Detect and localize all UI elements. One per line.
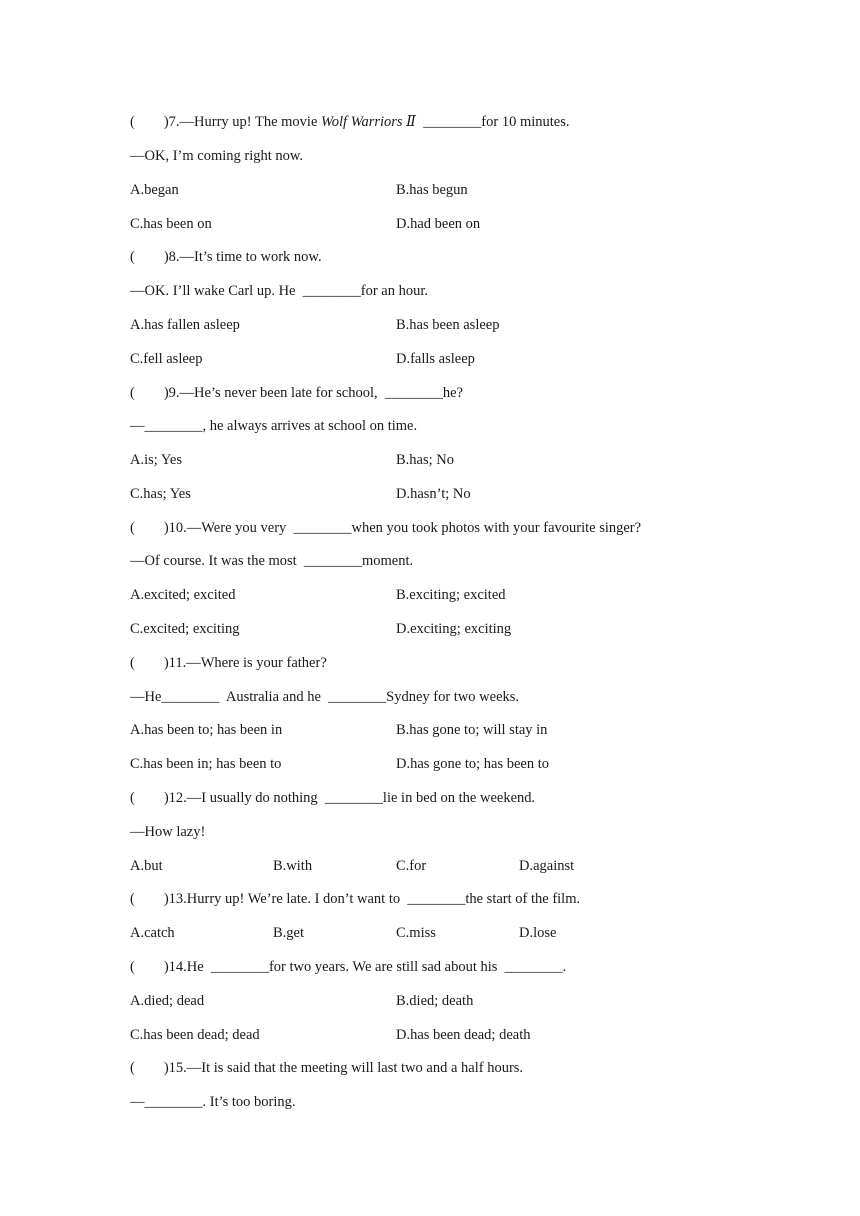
option-c: C.for — [396, 858, 427, 874]
question-11-options-row-1 — [130, 721, 750, 739]
question-7-stem: ( )7.—Hurry up! The movie Wolf Warriors Ⅱ ________for 10 minutes. — [130, 114, 570, 130]
option-a: A.has fallen asleep — [130, 317, 240, 333]
movie-title: Wolf Warriors Ⅱ — [321, 114, 417, 130]
question-8-options-row-2 — [130, 350, 750, 368]
question-12-options — [130, 857, 750, 875]
option-c: C.excited; exciting — [130, 621, 240, 637]
option-c: C.has been on — [130, 216, 212, 232]
question-7-options-row-2 — [130, 215, 750, 233]
question-9-options-row-1 — [130, 451, 750, 469]
option-d: D.has gone to; has been to — [396, 756, 550, 772]
option-c: C.has been dead; dead — [130, 1027, 260, 1043]
question-12-reply: —How lazy! — [130, 824, 206, 840]
question-9-reply: —________, he always arrives at school on time. — [130, 418, 418, 434]
question-9-stem: ( )9.—He’s never been late for school, ________he? — [130, 385, 463, 401]
question-8-stem: ( )8.—It’s time to work now. — [130, 249, 322, 265]
option-b: B.has gone to; will stay in — [396, 722, 548, 738]
question-14-options-row-2 — [130, 1026, 750, 1044]
option-b: B.has; No — [396, 452, 454, 468]
option-c: C.miss — [396, 925, 436, 941]
question-15-reply: —________. It’s too boring. — [130, 1094, 296, 1110]
question-9-options-row-2 — [130, 485, 750, 503]
option-a: A.began — [130, 182, 179, 198]
option-d: D.exciting; exciting — [396, 621, 512, 637]
option-d: D.lose — [519, 925, 557, 941]
option-b: B.died; death — [396, 993, 474, 1009]
option-a: A.died; dead — [130, 993, 205, 1009]
option-c: C.fell asleep — [130, 351, 203, 367]
option-a: A.has been to; has been in — [130, 722, 283, 738]
question-8-options-row-1 — [130, 316, 750, 334]
option-d: D.has been dead; death — [396, 1027, 531, 1043]
option-b: B.get — [273, 925, 305, 941]
option-d: D.hasn’t; No — [396, 486, 471, 502]
question-14-stem: ( )14.He ________for two years. We are still sad about his ________. — [130, 959, 567, 975]
question-12-stem: ( )12.—I usually do nothing ________lie in bed on the weekend. — [130, 790, 536, 806]
option-d: D.against — [519, 858, 575, 874]
option-b: B.with — [273, 858, 313, 874]
option-b: B.has been asleep — [396, 317, 500, 333]
question-10-reply: —Of course. It was the most ________moment. — [130, 553, 414, 569]
question-7-options-row-1 — [130, 181, 750, 199]
option-a: A.is; Yes — [130, 452, 182, 468]
option-a: A.but — [130, 858, 163, 874]
question-15-stem: ( )15.—It is said that the meeting will last two and a half hours. — [130, 1060, 524, 1076]
question-8-reply: —OK. I’ll wake Carl up. He ________for an hour. — [130, 283, 428, 299]
question-13-options — [130, 924, 750, 942]
option-c: C.has; Yes — [130, 486, 191, 502]
option-a: A.catch — [130, 925, 175, 941]
option-b: B.has begun — [396, 182, 468, 198]
question-11-stem: ( )11.—Where is your father? — [130, 655, 327, 671]
option-d: D.had been on — [396, 216, 481, 232]
question-11-reply: —He________ Australia and he ________Sydney for two weeks. — [130, 689, 520, 705]
question-10-stem: ( )10.—Were you very ________when you took photos with your favourite singer? — [130, 520, 642, 536]
option-a: A.excited; excited — [130, 587, 236, 603]
option-b: B.exciting; excited — [396, 587, 506, 603]
question-13-stem: ( )13.Hurry up! We’re late. I don’t want to ________the start of the film. — [130, 891, 581, 907]
question-14-options-row-1 — [130, 992, 750, 1010]
question-7-reply: —OK, I’m coming right now. — [130, 148, 304, 164]
question-11-options-row-2 — [130, 755, 750, 773]
option-c: C.has been in; has been to — [130, 756, 282, 772]
question-10-options-row-1 — [130, 586, 750, 604]
option-d: D.falls asleep — [396, 351, 475, 367]
question-10-options-row-2 — [130, 620, 750, 638]
